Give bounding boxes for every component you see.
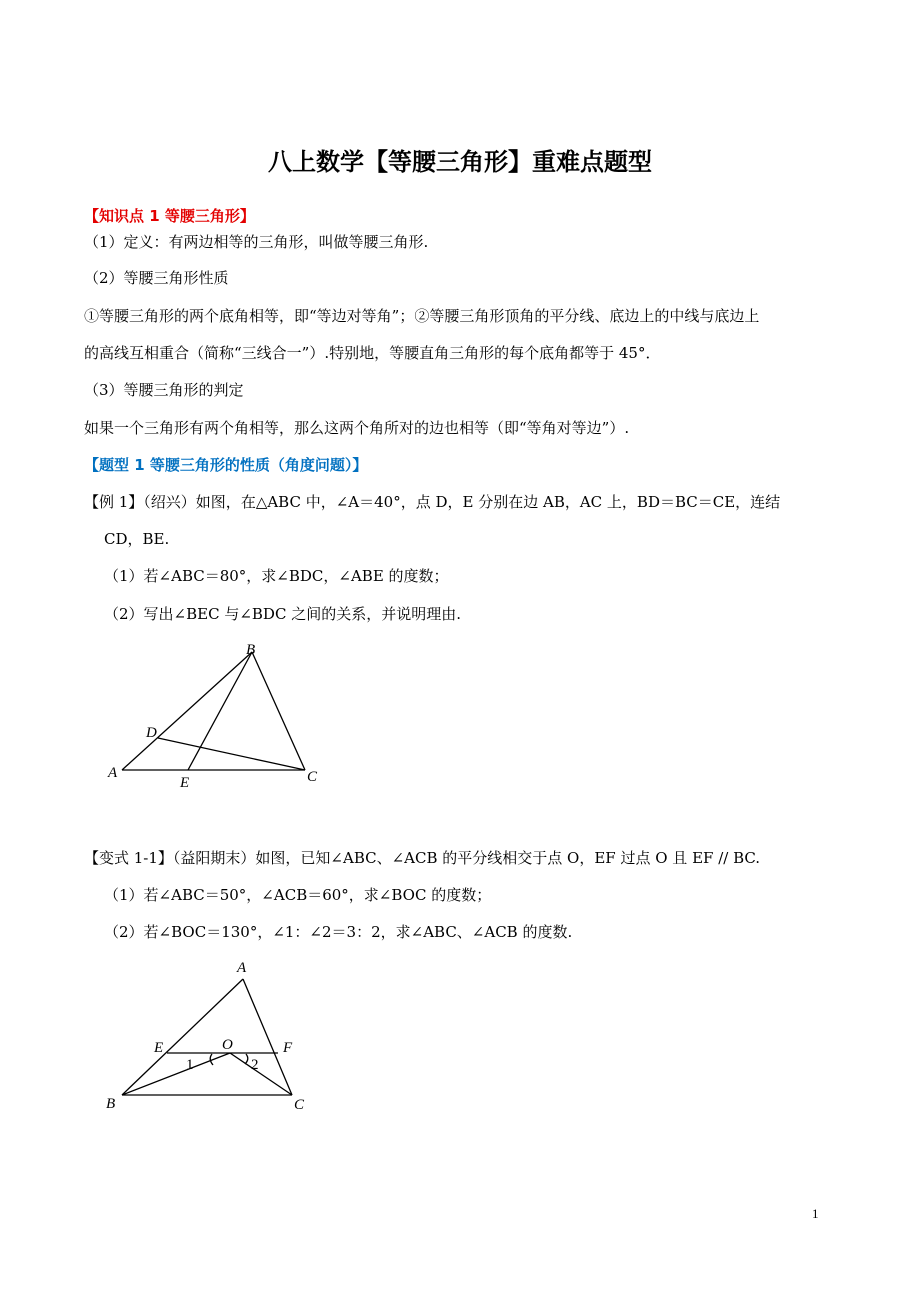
- example1-question-2: （2）写出∠BEC 与∠BDC 之间的关系，并说明理由.: [104, 605, 461, 623]
- label-e: E: [180, 775, 190, 791]
- label-angle-2: 2: [251, 1057, 259, 1073]
- label-c: C: [307, 769, 318, 785]
- judgement-line: 如果一个三角形有两个角相等，那么这两个角所对的边也相等（即“等角对等边”）.: [84, 419, 630, 437]
- property-line-1: ①等腰三角形的两个底角相等，即“等边对等角”；②等腰三角形顶角的平分线、底边上的中线与底边上: [84, 307, 760, 325]
- page-number: 1: [812, 1206, 819, 1221]
- judgement-title: （3）等腰三角形的判定: [84, 381, 244, 399]
- segment-ab: [122, 652, 252, 770]
- type1-heading: 【题型 1 等腰三角形的性质（角度问题）】: [84, 456, 368, 474]
- label-a: A: [237, 960, 247, 976]
- figure-2-triangle: [100, 955, 330, 1120]
- label-a: A: [108, 765, 118, 781]
- label-d: D: [146, 725, 157, 741]
- variant-question-1: （1）若∠ABC＝50°，∠ACB＝60°，求∠BOC 的度数；: [104, 886, 492, 904]
- variant-question-2: （2）若∠BOC＝130°，∠1：∠2＝3：2，求∠ABC、∠ACB 的度数.: [104, 923, 573, 941]
- property-title: （2）等腰三角形性质: [84, 269, 229, 287]
- knowledge-heading: 【知识点 1 等腰三角形】: [84, 207, 255, 225]
- segment-bc: [252, 652, 305, 770]
- definition-line: （1）定义：有两边相等的三角形，叫做等腰三角形.: [84, 233, 429, 251]
- segment-ac: [243, 979, 292, 1095]
- angle-2-arc: [245, 1054, 248, 1064]
- variant-line-1: 【变式 1-1】（益阳期末）如图，已知∠ABC、∠ACB 的平分线相交于点 O，EF 过点 O 且 EF // BC.: [84, 849, 761, 867]
- label-b: B: [246, 642, 256, 658]
- example1-question-1: （1）若∠ABC＝80°，求∠BDC，∠ABE 的度数；: [104, 567, 449, 585]
- label-f: F: [283, 1040, 293, 1056]
- page-title: 八上数学【等腰三角形】重难点题型: [268, 148, 652, 176]
- figure-1-triangle: [100, 640, 340, 800]
- segment-bo: [122, 1053, 230, 1095]
- label-b: B: [106, 1096, 116, 1112]
- label-angle-1: 1: [186, 1057, 194, 1073]
- example1-line-1: 【例 1】（绍兴）如图，在△ABC 中，∠A＝40°，点 D，E 分别在边 AB，AC 上，BD＝BC＝CE，连结: [84, 493, 781, 511]
- label-c: C: [294, 1097, 305, 1113]
- segment-cd: [158, 738, 305, 770]
- label-e: E: [154, 1040, 164, 1056]
- example1-line-2: CD，BE.: [104, 530, 170, 548]
- property-line-2: 的高线互相重合（简称“三线合一”）.特别地，等腰直角三角形的每个底角都等于 45°．: [84, 344, 661, 362]
- segment-be: [188, 652, 252, 770]
- label-o: O: [222, 1037, 233, 1053]
